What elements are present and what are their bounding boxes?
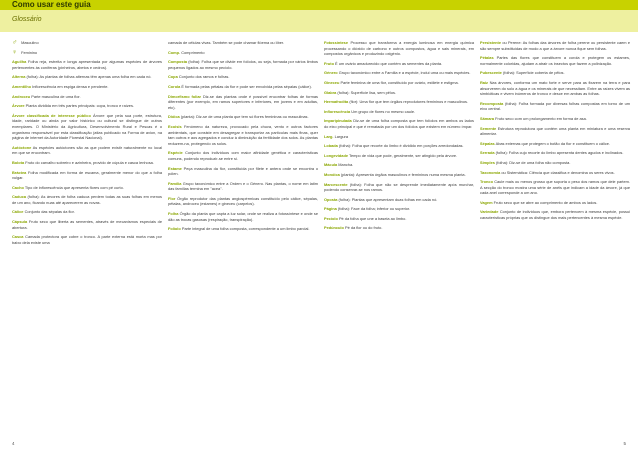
glossary-term: Pubescente [480,70,502,76]
glossary-entry [12,219,162,230]
glossary-definition: É um ovário amadurecido que contém as sementes da planta. [335,60,443,66]
glossary-entry [12,94,162,100]
glossary-definition: Peça masculina da flor, constituída por filete e antera onde se encontra o pólen. [168,165,318,177]
glossary-term: Serrada [480,150,495,156]
glossary-term: Gineceu [324,79,340,85]
glossary-term: Amentilho [12,83,32,89]
glossary-column-3 [324,40,474,235]
glossary-definition: (folha): As árvores de folha caduca perdem todas as suas folhas em menos de um ano, ficando nuas até aparecerem as novas. [12,194,162,205]
glossary-entry [12,103,162,109]
glossary-entry [168,114,318,120]
glossary-entry [168,226,318,232]
glossary-entry [324,162,474,168]
glossary-entry [480,116,630,122]
glossary-entry [324,118,474,129]
glossary-definition: Parte feminina de uma flor, constituído por ovário, estilete e estigma. [340,79,459,85]
glossary-entry [12,170,162,181]
glossary-entry [480,160,630,166]
glossary-term: Alterna [12,74,26,80]
glossary-term: Bráctea [12,169,27,175]
glossary-term: Hermafrodita [324,99,349,105]
glossary-entry [480,200,630,206]
male-symbol-entry [12,40,162,46]
glossary-term: Pecíolo [324,215,338,221]
glossary-term: Corola [168,83,181,89]
glossary-term: Variedade [480,209,499,215]
glossary-entry [480,141,630,147]
glossary-definition: É formada pelas pétalas da flor e pode ser envolvida pelas sépalas (cálice). [181,83,312,89]
glossary-term: Folíolo [168,226,181,232]
glossary-definition: Árvore que pela sua porte, estrutura, idade, raridade ou ainda por valor histórico ou cultural se distingue de outros exemplares. O Ministério da Agricultura, Desenvolvimento Rural e Pescas é o organismo responsável por esta classificação (atlas publicado na Forma de avion, na página de internet da Autoridade Florestal Nacional). [12,112,162,141]
glossary-definition: Conjunto dos indivíduos com maior afinidade genética e características comuns, podendo reproduzir-se entre si. [168,150,318,161]
glossary-entry [168,94,318,111]
male-label: Masculino [21,40,39,45]
glossary-entry [168,150,318,161]
glossary-term: Persistente [480,40,501,45]
glossary-term: Semente [480,125,497,131]
glossary-definition: Parte integral de uma folha composta, correspondente a um limbo parcial. [181,226,310,232]
glossary-definition: Tipo de inflorescência que apresenta flores com pé curto. [24,184,124,190]
glossary-term: Dióica [168,114,180,120]
glossary-definition: (planta): Apresenta órgãos masculinos e femininos numa mesma planta. [340,171,466,177]
glossary-entry [324,143,474,149]
glossary-entry [324,225,474,231]
glossary-entry [12,113,162,141]
glossary-entry [12,84,162,90]
glossary-entry [324,216,474,222]
glossary-entry [12,194,162,205]
glossary-definition: Abas externas que protegem o botão da flor e constituem o cálice. [495,140,611,146]
glossary-term: Folha [168,211,179,217]
glossary-definition: Largura [334,133,349,139]
glossary-definition: ou Perene: As folhas das árvores de folha perene ou persistente caem e são sempre substituídas de modo a que a árvore nunca fique sem folhas. [480,40,630,51]
glossary-entry [324,206,474,212]
glossary-entry [324,197,474,203]
glossary-definition: Parte masculina de uma flor. [31,93,81,99]
glossary-definition: (folha): Folha que recorte do limbo é dividido em porções arredondadas. [338,143,464,149]
glossary-term: Androceu [12,93,31,99]
glossary-term: Raiz [480,79,488,85]
glossary-entry [324,172,474,178]
glossary-definition: Grupo taxonómico entre a Ordem e o Género. Nas plantas, o nome em latim das famílias termina em "acea". [168,180,318,192]
glossary-entry [480,70,630,76]
glossary-definition: Órgão reprodutor das plantas angiospérmicas constituído pelo cálice, sépalas, pétalas, androceu (estames) e gineceu (carpelos). [168,195,318,207]
glossary-entry [168,84,318,90]
glossary-definition: Pé da folha que une a baseia ao limbo. [338,215,407,221]
glossary-definition: Fruto seco que liberta as sementes, através de mecanismos especiais de abertura. [12,219,162,230]
glossary-term: Família [168,180,182,186]
female-symbol-entry [12,50,162,56]
glossary-entry [12,234,162,245]
page-title: Como usar este guia [12,0,91,9]
glossary-term: Pedúnculo [324,225,344,231]
glossary-entry [12,59,162,70]
glossary-term: Mácula [324,162,338,168]
glossary-definition: Um grupo de flores no mesmo caule. [351,108,416,114]
glossary-definition: As espécies autóctones são as que podem existir naturalmente no local em que se encontram. [12,144,162,156]
glossary-term: Fruto [324,60,334,66]
glossary-term: Cacho [12,184,24,190]
glossary-term: Página [324,206,337,212]
glossary-term: Género [324,70,338,76]
female-label: Feminino [21,49,38,55]
glossary-definition: Pé da flor ou do fruto. [344,225,383,231]
glossary-column-1 [12,40,162,249]
glossary-definition: ou Sistemática: Ciência que classifica e denomina os seres vivos. [501,169,615,175]
glossary-term: Larg. [324,133,334,139]
glossary-term: Aguilha [12,59,27,65]
glossary-definition: (folha): Folha formada por diversas folhas compostas em torno de um eixo central. [480,100,631,112]
glossary-definition: (folha): Plantas que apresentam duas folhas em cada nó. [338,196,438,202]
glossary-term: Árvore classificada de interesse público [12,112,91,118]
glossary-entry [324,70,474,76]
glossary-term: Fotossíntese [324,40,348,45]
glossary-definition: Folha modificada em forma de escama, geralmente menor do que a folha vulgar. [12,169,162,181]
glossary-entry [480,179,630,196]
glossary-entry [324,153,474,159]
glossary-definition: Conjunto dos ramos e folhas. [178,74,230,80]
glossary-definition: Caule mais ou menos grosso que suporta o peso dos ramos que dele partem. A secção do tronco mostra uma série de anéis que indicam a idade da árvore, já que cada anel corresponde a um ano. [480,179,630,196]
glossary-entry [480,40,630,51]
glossary-term: Imparipinulada [324,118,352,124]
glossary-entry [324,134,474,140]
glossary-definition: Conjunto de indivíduos que, embora pertencem à mesma espécie, possui características próprias que os distingue dos mais pertencentes à mesma espécie. [480,209,630,221]
glossary-column-4 [480,40,630,225]
glossary-entry [324,40,474,57]
glossary-entry [168,166,318,177]
glossary-term: Cálice [12,209,24,215]
glossary-term: Autóctone [12,144,32,150]
glossary-entry [324,99,474,105]
glossary-entry [12,74,162,80]
glossary-term: Monóica [324,171,340,177]
glossary-term: Recomposta [480,100,504,106]
glossary-entry [480,150,630,156]
glossary-entry [480,170,630,176]
glossary-definition: (folha): Diz-se de uma folha não composta. [496,159,571,165]
glossary-term: Composta [168,59,188,65]
glossary-entry [168,50,318,56]
glossary-entry [12,145,162,156]
glossary-term: Oposta [324,196,338,202]
glossary-term: Vagem [480,199,493,205]
glossary-definition: Conjunto das sépalas da flor. [24,209,75,215]
glossary-entry [480,126,630,137]
glossary-entry [168,74,318,80]
glossary-term: Ecoisis [168,123,182,129]
glossary-definition: Nas árvores, conforma um mato forte e serve para as fixarem na terra e para absorverem do solo a água e os minerais de que necessitam. Entre as raízes vivem as simbióticas e vivem inúmeros de tronco e desce em ambas as folhas. [480,79,630,97]
glossary-entry [168,181,318,192]
glossary-entry [168,124,318,146]
glossary-entry [324,61,474,67]
glossary-term: Bolota [12,159,25,165]
glossary-term: Árvore [12,103,25,109]
glossary-entry [12,209,162,215]
glossary-entry [168,196,318,207]
glossary-entry [480,55,630,66]
glossary-definition: Fruto seco que se abre ao comprimento de ambos os lados. [493,199,598,205]
glossary-definition: (folha): Face da folha; inferior ou superior. [337,206,411,212]
glossary-term: Casca [12,234,24,240]
header-bar [0,0,638,10]
glossary-definition: Fenómeno da natureza, provocado pela chuva, vento e outros factores ambientais, que consiste em desagregar e transportar as partículas mais finas, quer tam outros e aos agregados e conduz à diminuição da fertilidade dos solos. As plantas reduzem-na, protegendo os solos. [168,123,318,146]
glossary-definition: camada de células vivas. Também se pode chamar flóema ou líber. [168,40,285,45]
glossary-term: Dimorfismo foliar [168,93,202,99]
glossary-entry [324,90,474,96]
glossary-entry [168,59,318,70]
glossary-term: Espécie [168,150,183,156]
glossary-definition: Processo que transforma a energia luminosa em energia química processando o dióxido de carbono e outros compostos, água e sais minerais, em compostos orgânicos e produzindo oxigénio. [324,40,474,57]
glossary-column-2 [168,40,318,236]
glossary-entry [480,80,630,97]
glossary-term: Marcescente [324,181,348,187]
glossary-term: Inflorescência [324,108,351,114]
glossary-term: Glabra [324,89,337,95]
glossary-term: Cápsula [12,219,28,225]
glossary-term: Comp. [168,49,181,55]
glossary-definition: Inflorescência em espiga densa e pendente. [32,83,109,89]
glossary-definition: Camada protectora que cobre o tronco. A parte externa está morta mas por baixo dela existe uma [12,234,162,245]
glossary-definition: Planta dividida em três partes principais: copa, tronco e raízes. [25,103,134,109]
glossary-entry [324,109,474,115]
glossary-entry [12,160,162,166]
glossary-definition: (folha): As plantas de folhas alternas têm apenas uma folha em cada nó. [26,74,152,80]
glossary-term: Longevidade [324,152,348,158]
glossary-entry [12,185,162,191]
subheader-bar [0,10,638,32]
glossary-definition: (folha): Superfície lisa, sem pêlos. [337,89,397,95]
glossary-definition: (folha): Folha que se divide em folíolos, ou seja, formada por vários limbos pequenos ligados ao mesmo pecíolo. [168,59,318,70]
glossary-term: Caduca [12,194,27,200]
glossary-term: Simples [480,159,495,165]
section-title: Glossário [12,16,42,23]
glossary-definition: Tempo de vida que pode, geralmente, ser atingido pela árvore. [349,152,458,158]
glossary-definition: Diz-se das plantas onde é possível encontrar folhas de formas diferentes (por exemplo, em ramos superiores e inferiores, em jovens e em adultas, etc). [168,93,318,110]
glossary-definition: (flor): Uma flor que tem órgãos reprodutores femininos e masculinos. [349,99,469,105]
glossary-definition: Partes das flores que constituem a corola e protegem os estames, normalmente coloridas, ajudam a atrair os insectos que fazem a polinização. [480,55,630,66]
page-number-right: 5 [623,441,626,446]
glossary-definition: Comprimento [181,49,205,55]
male-icon: ♂ [12,39,18,46]
glossary-entry [480,209,630,220]
glossary-definition: (folha): Superfície coberta de pêlos. [502,70,565,76]
glossary-definition: (folha): Folha que não se desprende imediatamente após murchar, podendo conservar-se nos ramos. [324,181,474,193]
glossary-entry [324,80,474,86]
page-number-left: 4 [12,441,15,446]
glossary-definition: Fruto do carvalho sobreiro e azinheira, provido de cúpula e casca lenhosa. [25,159,154,165]
glossary-entry [168,211,318,222]
glossary-term: Taxonomia [480,169,501,175]
glossary-entry [480,101,630,112]
glossary-entry [168,40,318,46]
glossary-definition: Folha reja, estreita e longa apresentada por algumas espécies de árvores pertencentes às coníferas (pinheiros, abetos e cedros). [12,59,162,70]
glossary-definition: Fruto seco com um prolongamento em forma de asa. [495,115,587,121]
glossary-term: Flor [168,195,176,201]
glossary-definition: Mancha. [338,162,354,168]
glossary-definition: Grupo taxonómico entre a Família e a espécie, inclui uma ou mais espécies. [338,70,471,76]
glossary-definition: Órgão da planta que capta a luz solar, onde se realiza a fotossíntese e onde se dão as trocas gasosas (respiração, transpiração). [168,211,318,222]
glossary-definition: Diz-se de uma folha composta que tem folíolos em ambos os lados do eixo principal e que é rematada por um dos folíolos que existem em número ímpar. [324,118,474,129]
glossary-term: Tronco [480,179,493,185]
glossary-term: Copa [168,74,178,80]
glossary-entry [324,182,474,193]
glossary-definition: Estrutura reprodutora que contém uma planta em miniatura e uma reserva alimentar. [480,125,630,137]
glossary-definition: (planta): Diz-se de uma planta que tem só flores femininas ou masculinas. [180,114,309,120]
glossary-term: Pétalas [480,55,494,61]
glossary-term: Sâmara [480,115,495,121]
female-icon: ♀ [12,48,18,56]
glossary-definition: (folha): Folha cujo recorte do limbo apresenta dentes agudos e inclinados. [495,150,624,156]
glossary-term: Lobada [324,143,338,149]
glossary-term: Sépalas [480,140,495,146]
glossary-term: Estame [168,165,182,171]
